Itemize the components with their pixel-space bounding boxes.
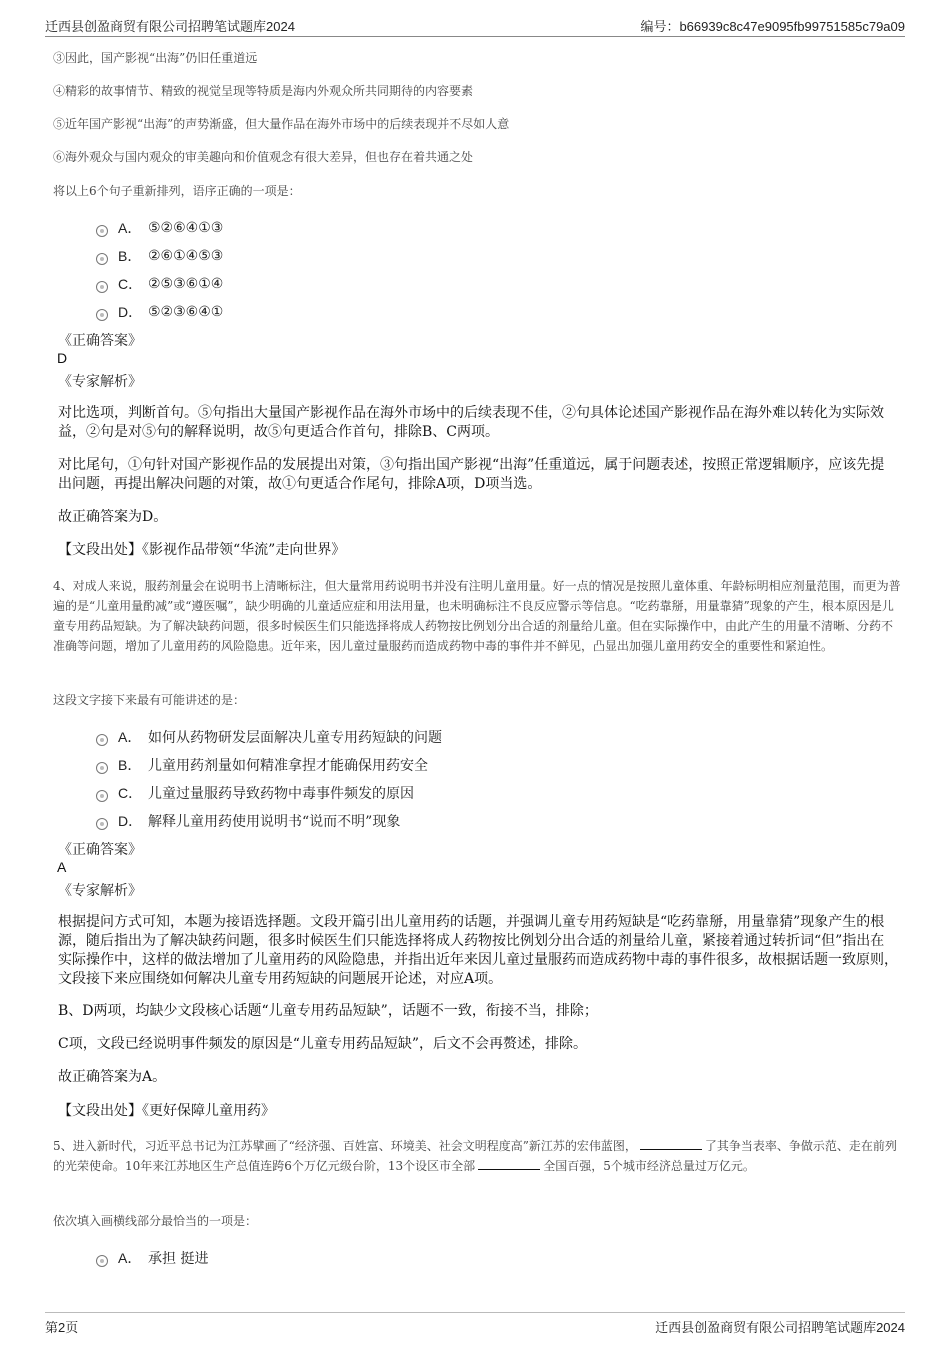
radio-icon[interactable] xyxy=(96,762,108,774)
q3-sentence-6: ⑥海外观众与国内观众的审美趣向和价值观念有很大差异，但也存在着共通之处 xyxy=(53,150,474,164)
q3-sentence-4: ④精彩的故事情节、精致的视觉呈现等特质是海内外观众所共同期待的内容要素 xyxy=(53,84,474,98)
option-text: ⑤②③⑥④① xyxy=(148,304,224,320)
q3-option-d[interactable] xyxy=(96,302,223,322)
radio-icon[interactable] xyxy=(96,1255,108,1267)
q3-analysis-2: 对比尾句，①句针对国产影视作品的发展提出对策，③句指出国产影视“出海”任重道远，属于问题表述，按照正常逻辑顺序，应该先提出问题，再提出解决问题的对策，故①句更适合作尾句，排除A项，D项当选。 xyxy=(58,457,885,492)
page-header xyxy=(45,14,905,37)
q5-passage-part-1: 5、进入新时代，习近平总书记为江苏擘画了“经济强、百姓富、环境美、社会文明程度高”新江苏的宏伟蓝图， xyxy=(53,1139,637,1153)
q4-answer-label: 《正确答案》 xyxy=(58,842,142,858)
page-footer xyxy=(45,1312,905,1337)
q3-sentence-3: ③因此，国产影视“出海”仍旧任重道远 xyxy=(53,51,258,65)
q3-analysis-label: 《专家解析》 xyxy=(58,374,142,390)
option-text: ②⑥①④⑤③ xyxy=(148,248,224,264)
radio-icon[interactable] xyxy=(96,790,108,802)
option-text: 承担 挺进 xyxy=(148,1251,209,1267)
header-title: 迁西县创盈商贸有限公司招聘笔试题库2024 xyxy=(45,19,295,34)
option-text: 如何从药物研发层面解决儿童专用药短缺的问题 xyxy=(148,730,442,746)
q4-answer: A xyxy=(57,859,67,875)
option-key: A． xyxy=(118,1250,142,1266)
fill-blank-2 xyxy=(478,1157,540,1170)
q4-option-c[interactable] xyxy=(96,783,414,803)
q3-analysis-3: 故正确答案为D。 xyxy=(58,509,168,525)
option-key: A． xyxy=(118,220,142,236)
radio-icon[interactable] xyxy=(96,734,108,746)
q4-source: 【文段出处】《更好保障儿童用药》 xyxy=(58,1103,275,1119)
footer-title: 迁西县创盈商贸有限公司招聘笔试题库2024 xyxy=(655,1320,905,1335)
q4-analysis-1: 根据提问方式可知，本题为接语选择题。文段开篇引出儿童用药的话题，并强调儿童专用药短缺是“吃药靠掰，用量靠猜”现象产生的根源，随后指出为了解决缺药问题，很多时候医生们只能选择将成人药物按比例划分出合适的剂量给儿童，紧接着通过转折词“但”指出在实际操作中，这样的做法增加了儿童用药的风险隐患，并指出近年来因儿童过量服药而造成药物中毒的事件很多，故根据话题一致原则，文段接下来应围绕如何解决儿童专用药短缺的问题展开论述，对应A项。 xyxy=(58,914,898,987)
option-key: A． xyxy=(118,729,142,745)
q3-option-a[interactable] xyxy=(96,218,223,238)
option-key: C． xyxy=(118,276,143,292)
option-text: 儿童过量服药导致药物中毒事件频发的原因 xyxy=(148,786,414,802)
radio-icon[interactable] xyxy=(96,818,108,830)
fill-blank-1 xyxy=(640,1137,702,1150)
q4-option-d[interactable] xyxy=(96,811,400,831)
option-key: D． xyxy=(118,304,143,320)
q5-passage-part-2: 了其争当表率、争做示范、走在前列的光荣使命。10年来江苏地区生产总值连跨6个万亿元级台阶，13个设区市全部 xyxy=(53,1139,897,1173)
q5-option-a[interactable] xyxy=(96,1248,208,1268)
option-text: ②⑤③⑥①④ xyxy=(148,276,224,292)
q4-analysis-4: 故正确答案为A。 xyxy=(58,1069,167,1085)
q4-option-b[interactable] xyxy=(96,755,428,775)
radio-icon[interactable] xyxy=(96,225,108,237)
q3-option-c[interactable] xyxy=(96,274,223,294)
header-doc-number: 编号：b66939c8c47e9095fb99751585c79a09 xyxy=(640,19,905,34)
q3-answer: D xyxy=(57,350,68,366)
option-key: D． xyxy=(118,813,143,829)
q5-passage xyxy=(53,1136,903,1176)
option-key: B． xyxy=(118,757,142,773)
radio-icon[interactable] xyxy=(96,281,108,293)
q3-analysis-1: 对比选项，判断首句。⑤句指出大量国产影视作品在海外市场中的后续表现不佳，②句具体论述国产影视作品在海外难以转化为实际效益，②句是对⑤句的解释说明，故⑤句更适合作首句，排除B、C两项。 xyxy=(58,405,884,440)
q4-option-a[interactable] xyxy=(96,727,442,747)
radio-icon[interactable] xyxy=(96,253,108,265)
q3-source: 【文段出处】《影视作品带领“华流”走向世界》 xyxy=(58,542,346,558)
q3-sentence-5: ⑤近年国产影视“出海”的声势渐盛，但大量作品在海外市场中的后续表现并不尽如人意 xyxy=(53,117,510,131)
q5-stem: 依次填入画横线部分最恰当的一项是： xyxy=(53,1214,258,1228)
q3-answer-label: 《正确答案》 xyxy=(58,333,142,349)
q4-stem: 这段文字接下来最有可能讲述的是： xyxy=(53,693,246,707)
q3-option-b[interactable] xyxy=(96,246,223,266)
q5-passage-part-3: 全国百强，5个城市经济总量过万亿元。 xyxy=(543,1159,755,1173)
option-text: ⑤②⑥④①③ xyxy=(148,220,224,236)
option-text: 解释儿童用药使用说明书“说而不明”现象 xyxy=(148,814,401,830)
q4-analysis-2: B、D两项，均缺少文段核心话题“儿童专用药品短缺”，话题不一致，衔接不当，排除； xyxy=(58,1003,598,1019)
q4-analysis-label: 《专家解析》 xyxy=(58,883,142,899)
q3-stem: 将以上6个句子重新排列，语序正确的一项是： xyxy=(53,184,301,198)
q4-passage: 4、对成人来说，服药剂量会在说明书上清晰标注，但大量常用药说明书并没有注明儿童用量。好一点的情况是按照儿童体重、年龄标明相应剂量范围，而更为普遍的是“儿童用量酌减”或“遵医嘱”，缺少明确的儿童适应症和用法用量，也未明确标注不良反应警示等信息。“吃药靠掰，用量靠猜”现象的产生，根本原因是儿童专用药品短缺。为了解决缺药问题，很多时候医生们只能选择将成人药物按比例划分出合适的剂量给儿童。但在实际操作中，由此产生的用量不清晰、分药不准确等问题，增加了儿童用药的风险隐患。近年来，因儿童过量服药而造成药物中毒的事件并不鲜见，凸显出加强儿童用药安全的重要性和紧迫性。 xyxy=(53,579,901,653)
option-key: B． xyxy=(118,248,142,264)
q4-analysis-3: C项，文段已经说明事件频发的原因是“儿童专用药品短缺”，后文不会再赘述，排除。 xyxy=(58,1036,588,1052)
page-number: 第2页 xyxy=(45,1320,79,1335)
radio-icon[interactable] xyxy=(96,309,108,321)
option-key: C． xyxy=(118,785,143,801)
option-text: 儿童用药剂量如何精准拿捏才能确保用药安全 xyxy=(148,758,428,774)
